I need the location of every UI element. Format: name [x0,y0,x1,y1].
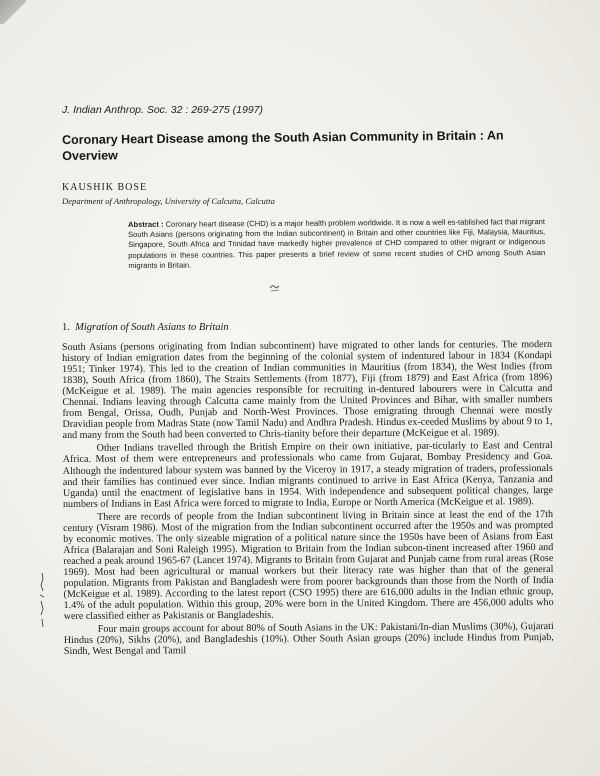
section-number: 1. [62,322,70,333]
abstract-label: Abstract : [128,219,164,229]
abstract-text: Coronary heart disease (CHD) is a major health problem worldwide. It is now a well es-tablished fact that migrant South Asians (persons originating from the Indian subcontinent) in Britain and other countries like Fiji, Malaysia, Mauritius, Singapore, South Africa and Trinidad have markedly higher prevalence of CHD compared to other migrant or indigenous populations in these countries. This paper presents a brief review of some recent studies of CHD among South Asian migrants in Britain. [128,217,546,270]
paragraph: Other Indians travelled through the British Empire on their own initiative, par-ticularly to East and Central Africa. Most of them were entrepreneurs and professionals who came from Gujarat, Bombay Presidency and Goa. Although the indentured labour system was banned by the Viceroy in 1917, a steady migration of traders, professionals and their families has continued ever since. Indian migrants continued to arrive in East Africa (Kenya, Tanzania and Uganda) until the enactment of legislative bans in 1954. With independence and subsequent political changes, large numbers of Indians in East Africa were forced to migrate to India, Europe or North America (McKeigue et al. 1989). [62,440,553,510]
paragraph: South Asians (persons originating from Indian subcontinent) have migrated to other lands for centuries. The modern history of Indian emigration dates from the beginning of the colonial system of indentured labour in 1834 (Kondapi 1951; Tinker 1974). This led to the creation of Indian communities in Mauritius (from 1834), the West Indies (from 1838), South Africa (from 1860), The Straits Settlements (from 1877), Fiji (from 1879) and East Africa (from 1896) (McKeigue et al. 1989). The main agencies responsible for recruiting in-dentured labourers were in Calcutta and Chennai. Indians leaving through Calcutta came mainly from the United Provinces and Bihar, with smaller numbers from Bengal, Orissa, Oudh, Punjab and North-West Provinces. Those emigrating through Chennai were mostly Dravidian people from Madras State (now Tamil Nadu) and Andhra Pradesh. Hindus ex-ceeded Muslims by about 9 to 1, and many from the South had been converted to Chris-tianity before their departure (McKeigue et al. 1989). [62,339,553,442]
margin-annotation-icon [37,571,47,631]
author-affiliation: Department of Anthropology, University of Calcutta, Calcutta [62,196,275,206]
paper-title: Coronary Heart Disease among the South Asian Community in Britain : An Overview [62,128,504,163]
author-name: KAUSHIK BOSE [62,182,148,193]
journal-reference: J. Indian Anthrop. Soc. 32 : 269-275 (1997) [62,104,263,116]
abstract-block [128,217,545,271]
section-title: Migration of South Asians to Britain [75,322,229,333]
scan-shadow [0,0,26,24]
paragraph: Four main groups account for about 80% of South Asians in the UK: Pakistani/In-dian Muslims (30%), Gujarati Hindus (20%), Sikhs (20%), and Bangladeshis (10%). Other South Asian groups (20%) include Hindus from Punjab, Sindh, West Bengal and Tamil [63,621,554,658]
paragraph: There are records of people from the Indian subcontinent living in Britain since at least the end of the 17th century (Visram 1986). Most of the migration from the Indian subcontinent occurred after the 1950s and was prompted by economic motives. The only sizeable migration of a political nature since the 1950s have been of Asians from East Africa (Balarajan and Soni Raleigh 1995). Migration to Britain from the Indian subcon-tinent increased after 1960 and reached a peak around 1965-67 (Lancet 1974). Migrants to Britain from Gujarat and Punjab came from rural areas (Rose 1969). Most had been agricultural or manual workers but their literacy rate was higher than that of the general population. Migrants from Pakistan and Bangladesh were from poorer backgrounds than those from the North of India (McKeigue et al. 1989). According to the latest report (CSO 1995) there are 616,000 adults in the Indian ethnic group, 1.4% of the adult population. Within this group, 20% were born in the United Kingdom. There are 456,000 adults who were classified either as Pakistanis or Bangladeshis. [63,508,554,623]
pen-mark-icon [268,282,282,292]
section-heading [62,322,229,333]
body-text [62,339,554,657]
